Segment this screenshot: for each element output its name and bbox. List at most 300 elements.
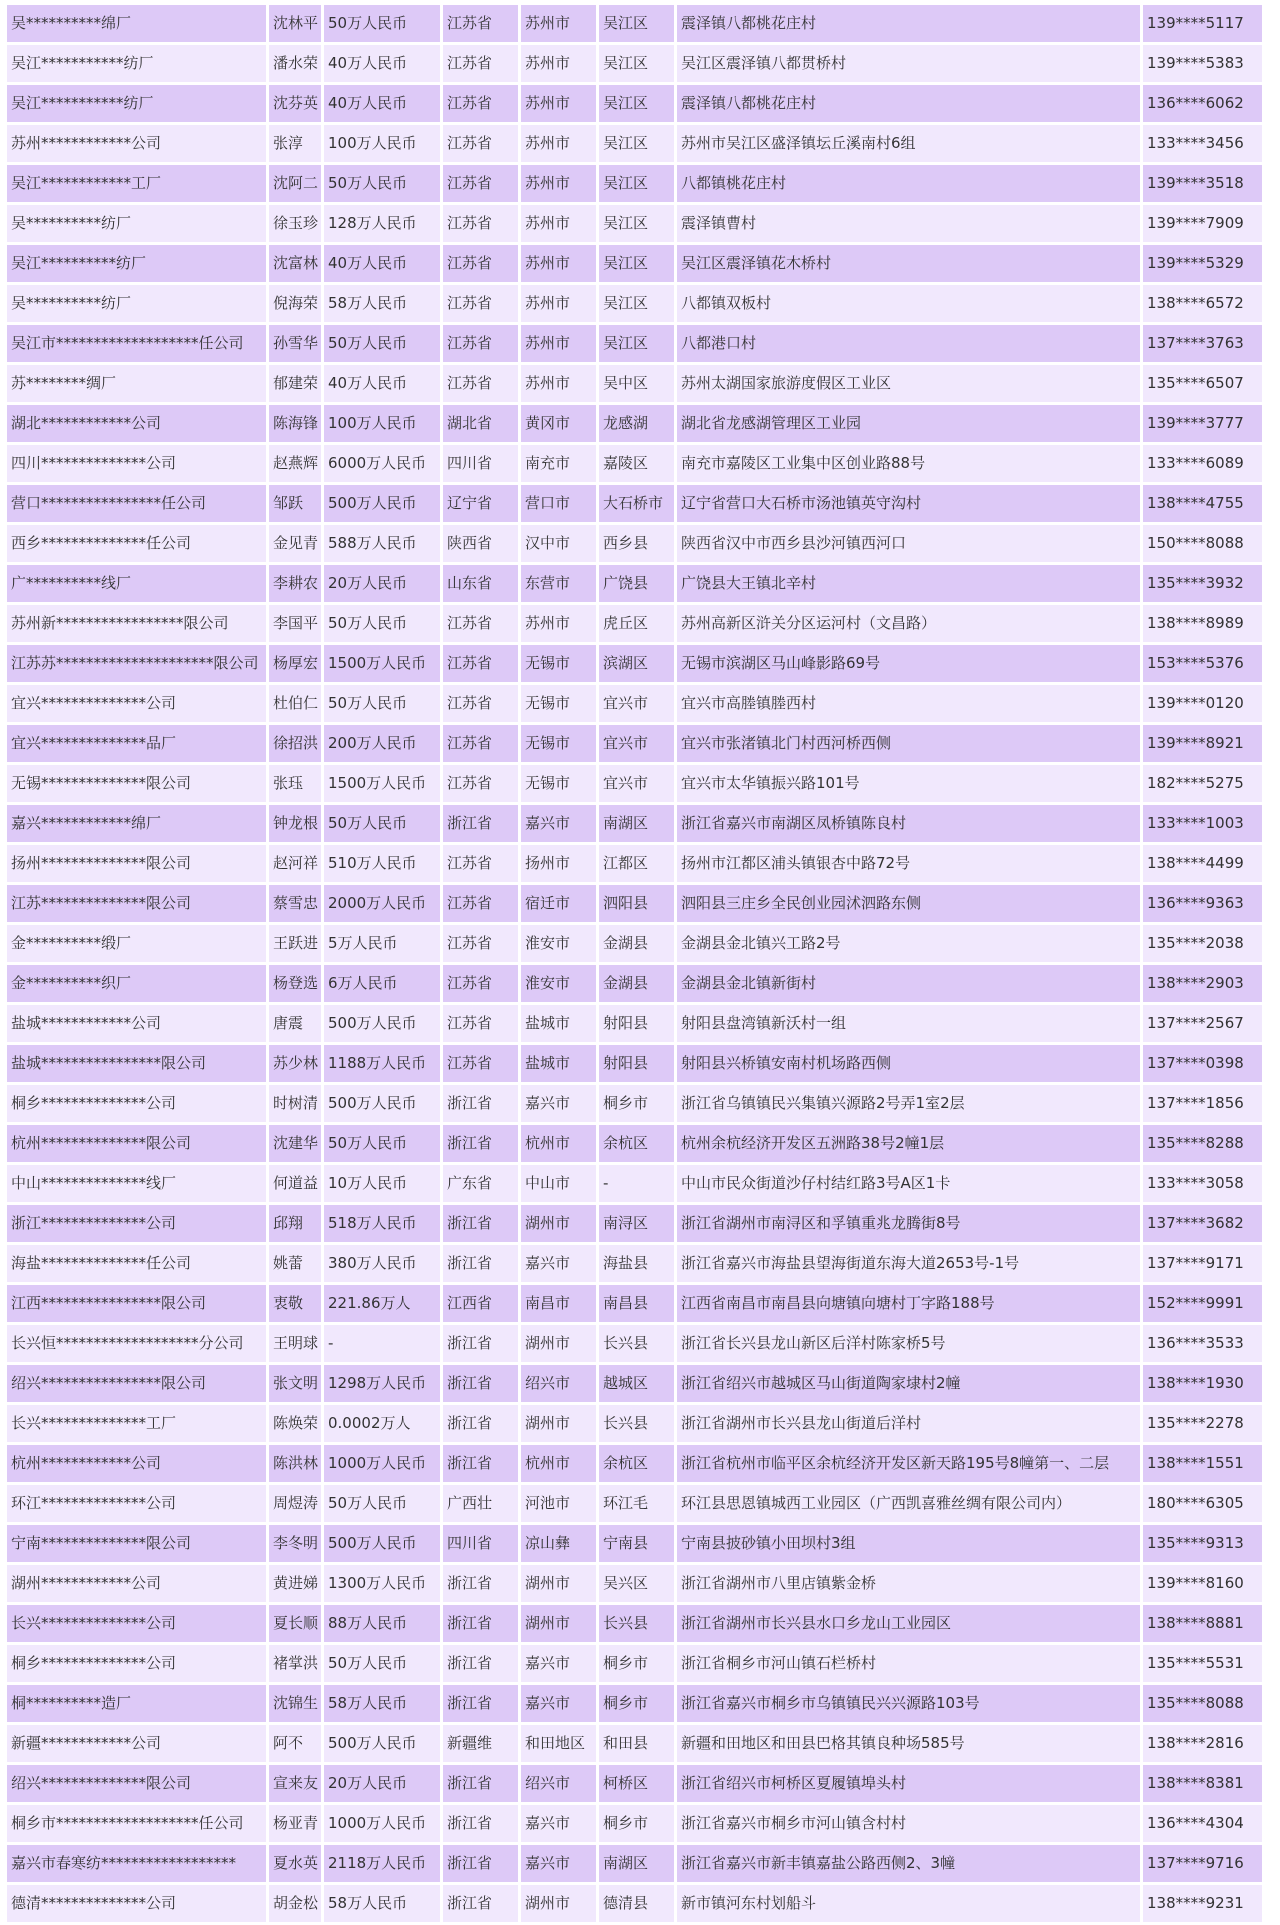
registered-capital-cell: 1500万人民币 — [324, 645, 440, 682]
province-cell: 江苏省 — [443, 725, 518, 762]
registered-capital-cell: 500万人民币 — [324, 485, 440, 522]
registered-capital-cell: 40万人民币 — [324, 85, 440, 122]
phone-cell: 135****8088 — [1143, 1685, 1262, 1722]
legal-person-cell: 李耕农 — [269, 565, 321, 602]
city-cell: 苏州市 — [521, 205, 596, 242]
province-cell: 江苏省 — [443, 45, 518, 82]
legal-person-cell: 张淳 — [269, 125, 321, 162]
address-cell: 泗阳县三庄乡全民创业园沭泗路东侧 — [677, 885, 1140, 922]
city-cell: 杭州市 — [521, 1125, 596, 1162]
table-row — [7, 525, 1262, 562]
district-cell: 桐乡市 — [599, 1685, 674, 1722]
company-name-cell: 湖州************公司 — [7, 1565, 266, 1602]
city-cell: 河池市 — [521, 1485, 596, 1522]
province-cell: 江苏省 — [443, 365, 518, 402]
address-cell: 浙江省桐乡市河山镇石栏桥村 — [677, 1645, 1140, 1682]
address-cell: 浙江省绍兴市柯桥区夏履镇埠头村 — [677, 1765, 1140, 1802]
province-cell: 江苏省 — [443, 1045, 518, 1082]
province-cell: 江苏省 — [443, 5, 518, 42]
legal-person-cell: 张珏 — [269, 765, 321, 802]
registered-capital-cell: 40万人民币 — [324, 245, 440, 282]
city-cell: 嘉兴市 — [521, 1245, 596, 1282]
address-cell: 金湖县金北镇新街村 — [677, 965, 1140, 1002]
company-name-cell: 桐乡市*******************任公司 — [7, 1805, 266, 1842]
province-cell: 浙江省 — [443, 1325, 518, 1362]
legal-person-cell: 宣来友 — [269, 1765, 321, 1802]
company-name-cell: 吴**********绵厂 — [7, 5, 266, 42]
address-cell: 浙江省湖州市南浔区和孚镇重兆龙腾街8号 — [677, 1205, 1140, 1242]
address-cell: 金湖县金北镇兴工路2号 — [677, 925, 1140, 962]
province-cell: 江苏省 — [443, 245, 518, 282]
district-cell: 嘉陵区 — [599, 445, 674, 482]
table-row — [7, 725, 1262, 762]
legal-person-cell: 时树清 — [269, 1085, 321, 1122]
legal-person-cell: 杜伯仁 — [269, 685, 321, 722]
district-cell: 吴江区 — [599, 245, 674, 282]
city-cell: 湖州市 — [521, 1885, 596, 1922]
address-cell: 湖北省龙感湖管理区工业园 — [677, 405, 1140, 442]
registered-capital-cell: 221.86万人 — [324, 1285, 440, 1322]
legal-person-cell: 李冬明 — [269, 1525, 321, 1562]
city-cell: 湖州市 — [521, 1205, 596, 1242]
district-cell: 吴江区 — [599, 285, 674, 322]
registered-capital-cell: 50万人民币 — [324, 165, 440, 202]
district-cell: 射阳县 — [599, 1045, 674, 1082]
address-cell: 浙江省长兴县龙山新区后洋村陈家桥5号 — [677, 1325, 1140, 1362]
district-cell: 吴江区 — [599, 5, 674, 42]
city-cell: 无锡市 — [521, 725, 596, 762]
city-cell: 无锡市 — [521, 685, 596, 722]
district-cell: 南浔区 — [599, 1205, 674, 1242]
company-name-cell: 宁南**************限公司 — [7, 1525, 266, 1562]
company-name-cell: 西乡**************任公司 — [7, 525, 266, 562]
company-name-cell: 新疆************公司 — [7, 1725, 266, 1762]
legal-person-cell: 赵燕辉 — [269, 445, 321, 482]
table-row — [7, 805, 1262, 842]
legal-person-cell: 阿不 — [269, 1725, 321, 1762]
phone-cell: 133****3456 — [1143, 125, 1262, 162]
legal-person-cell: 王跃进 — [269, 925, 321, 962]
registered-capital-cell: 100万人民币 — [324, 125, 440, 162]
company-name-cell: 盐城************公司 — [7, 1005, 266, 1042]
city-cell: 南昌市 — [521, 1285, 596, 1322]
district-cell: 桐乡市 — [599, 1805, 674, 1842]
table-row — [7, 485, 1262, 522]
district-cell: 长兴县 — [599, 1405, 674, 1442]
district-cell: 龙感湖 — [599, 405, 674, 442]
district-cell: 桐乡市 — [599, 1085, 674, 1122]
province-cell: 浙江省 — [443, 1885, 518, 1922]
city-cell: 嘉兴市 — [521, 1645, 596, 1682]
table-row — [7, 965, 1262, 1002]
legal-person-cell: 何道益 — [269, 1165, 321, 1202]
province-cell: 山东省 — [443, 565, 518, 602]
company-name-cell: 嘉兴************绵厂 — [7, 805, 266, 842]
province-cell: 浙江省 — [443, 1405, 518, 1442]
registered-capital-cell: 200万人民币 — [324, 725, 440, 762]
phone-cell: 139****7909 — [1143, 205, 1262, 242]
province-cell: 浙江省 — [443, 1645, 518, 1682]
company-name-cell: 四川**************公司 — [7, 445, 266, 482]
table-row — [7, 285, 1262, 322]
phone-cell: 138****8381 — [1143, 1765, 1262, 1802]
city-cell: 淮安市 — [521, 925, 596, 962]
phone-cell: 138****8989 — [1143, 605, 1262, 642]
province-cell: 江苏省 — [443, 205, 518, 242]
table-row — [7, 325, 1262, 362]
province-cell: 湖北省 — [443, 405, 518, 442]
company-name-cell: 营口****************任公司 — [7, 485, 266, 522]
company-name-cell: 绍兴**************限公司 — [7, 1765, 266, 1802]
district-cell: 南昌县 — [599, 1285, 674, 1322]
table-row — [7, 165, 1262, 202]
address-cell: 中山市民众街道沙仔村结红路3号A区1卡 — [677, 1165, 1140, 1202]
city-cell: 宿迁市 — [521, 885, 596, 922]
table-row — [7, 1245, 1262, 1282]
phone-cell: 138****4755 — [1143, 485, 1262, 522]
city-cell: 湖州市 — [521, 1565, 596, 1602]
address-cell: 无锡市滨湖区马山峰影路69号 — [677, 645, 1140, 682]
address-cell: 浙江省嘉兴市南湖区凤桥镇陈良村 — [677, 805, 1140, 842]
city-cell: 苏州市 — [521, 85, 596, 122]
address-cell: 浙江省湖州市长兴县水口乡龙山工业园区 — [677, 1605, 1140, 1642]
registered-capital-cell: 50万人民币 — [324, 605, 440, 642]
district-cell: 余杭区 — [599, 1445, 674, 1482]
district-cell: 泗阳县 — [599, 885, 674, 922]
registered-capital-cell: 500万人民币 — [324, 1085, 440, 1122]
city-cell: 嘉兴市 — [521, 1085, 596, 1122]
district-cell: 长兴县 — [599, 1605, 674, 1642]
district-cell: 金湖县 — [599, 965, 674, 1002]
province-cell: 江苏省 — [443, 1005, 518, 1042]
province-cell: 江苏省 — [443, 885, 518, 922]
province-cell: 浙江省 — [443, 1445, 518, 1482]
city-cell: 绍兴市 — [521, 1765, 596, 1802]
phone-cell: 137****9171 — [1143, 1245, 1262, 1282]
address-cell: 震泽镇八都桃花庄村 — [677, 85, 1140, 122]
province-cell: 浙江省 — [443, 1805, 518, 1842]
table-row — [7, 205, 1262, 242]
registered-capital-cell: - — [324, 1325, 440, 1362]
table-row — [7, 1085, 1262, 1122]
phone-cell: 133****6089 — [1143, 445, 1262, 482]
legal-person-cell: 杨登选 — [269, 965, 321, 1002]
company-name-cell: 吴江***********纺厂 — [7, 85, 266, 122]
registered-capital-cell: 50万人民币 — [324, 1485, 440, 1522]
table-row — [7, 1205, 1262, 1242]
district-cell: 南湖区 — [599, 805, 674, 842]
province-cell: 江苏省 — [443, 325, 518, 362]
phone-cell: 138****4499 — [1143, 845, 1262, 882]
district-cell: 大石桥市 — [599, 485, 674, 522]
registered-capital-cell: 50万人民币 — [324, 5, 440, 42]
registered-capital-cell: 58万人民币 — [324, 285, 440, 322]
address-cell: 浙江省嘉兴市桐乡市乌镇镇民兴兴源路103号 — [677, 1685, 1140, 1722]
address-cell: 吴江区震泽镇花木桥村 — [677, 245, 1140, 282]
company-name-cell: 长兴恒*******************分公司 — [7, 1325, 266, 1362]
legal-person-cell: 胡金松 — [269, 1885, 321, 1922]
city-cell: 淮安市 — [521, 965, 596, 1002]
phone-cell: 180****6305 — [1143, 1485, 1262, 1522]
table-row — [7, 1525, 1262, 1562]
table-row — [7, 5, 1262, 42]
province-cell: 江苏省 — [443, 165, 518, 202]
registered-capital-cell: 500万人民币 — [324, 1725, 440, 1762]
city-cell: 汉中市 — [521, 525, 596, 562]
table-row — [7, 125, 1262, 162]
district-cell: 环江毛 — [599, 1485, 674, 1522]
city-cell: 无锡市 — [521, 765, 596, 802]
company-name-cell: 浙江**************公司 — [7, 1205, 266, 1242]
table-row — [7, 1565, 1262, 1602]
legal-person-cell: 杨亚青 — [269, 1805, 321, 1842]
legal-person-cell: 杨厚宏 — [269, 645, 321, 682]
province-cell: 浙江省 — [443, 1605, 518, 1642]
phone-cell: 135****6507 — [1143, 365, 1262, 402]
district-cell: 宁南县 — [599, 1525, 674, 1562]
registered-capital-cell: 1000万人民币 — [324, 1445, 440, 1482]
province-cell: 江苏省 — [443, 965, 518, 1002]
district-cell: 射阳县 — [599, 1005, 674, 1042]
company-name-cell: 桐乡**************公司 — [7, 1645, 266, 1682]
company-name-cell: 盐城****************限公司 — [7, 1045, 266, 1082]
province-cell: 浙江省 — [443, 1125, 518, 1162]
table-body — [7, 5, 1262, 1922]
table-row — [7, 1365, 1262, 1402]
province-cell: 辽宁省 — [443, 485, 518, 522]
district-cell: 吴江区 — [599, 205, 674, 242]
legal-person-cell: 沈锦生 — [269, 1685, 321, 1722]
address-cell: 宜兴市张渚镇北门村西河桥西侧 — [677, 725, 1140, 762]
company-name-cell: 吴江**********纺厂 — [7, 245, 266, 282]
table-row — [7, 1165, 1262, 1202]
district-cell: 宜兴市 — [599, 685, 674, 722]
district-cell: 长兴县 — [599, 1325, 674, 1362]
table-row — [7, 885, 1262, 922]
province-cell: 浙江省 — [443, 1765, 518, 1802]
table-row — [7, 1725, 1262, 1762]
district-cell: 滨湖区 — [599, 645, 674, 682]
phone-cell: 139****0120 — [1143, 685, 1262, 722]
company-name-cell: 长兴**************工厂 — [7, 1405, 266, 1442]
address-cell: 南充市嘉陵区工业集中区创业路88号 — [677, 445, 1140, 482]
table-row — [7, 1285, 1262, 1322]
province-cell: 浙江省 — [443, 805, 518, 842]
city-cell: 黄冈市 — [521, 405, 596, 442]
address-cell: 扬州市江都区浦头镇银杏中路72号 — [677, 845, 1140, 882]
address-cell: 吴江区震泽镇八都贯桥村 — [677, 45, 1140, 82]
district-cell: 南湖区 — [599, 1845, 674, 1882]
company-name-cell: 嘉兴市春寒纺****************** — [7, 1845, 266, 1882]
address-cell: 环江县思恩镇城西工业园区（广西凯喜雅丝绸有限公司内） — [677, 1485, 1140, 1522]
table-row — [7, 565, 1262, 602]
address-cell: 新市镇河东村划船斗 — [677, 1885, 1140, 1922]
city-cell: 苏州市 — [521, 285, 596, 322]
company-name-cell: 杭州************公司 — [7, 1445, 266, 1482]
province-cell: 新疆维 — [443, 1725, 518, 1762]
province-cell: 四川省 — [443, 445, 518, 482]
city-cell: 苏州市 — [521, 325, 596, 362]
address-cell: 陕西省汉中市西乡县沙河镇西河口 — [677, 525, 1140, 562]
registered-capital-cell: 500万人民币 — [324, 1525, 440, 1562]
address-cell: 宜兴市高塍镇塍西村 — [677, 685, 1140, 722]
legal-person-cell: 褚掌洪 — [269, 1645, 321, 1682]
district-cell: 吴江区 — [599, 325, 674, 362]
phone-cell: 138****2816 — [1143, 1725, 1262, 1762]
registered-capital-cell: 50万人民币 — [324, 685, 440, 722]
address-cell: 浙江省湖州市八里店镇紫金桥 — [677, 1565, 1140, 1602]
district-cell: 吴江区 — [599, 45, 674, 82]
phone-cell: 139****5117 — [1143, 5, 1262, 42]
address-cell: 浙江省嘉兴市新丰镇嘉盐公路西侧2、3幢 — [677, 1845, 1140, 1882]
city-cell: 杭州市 — [521, 1445, 596, 1482]
registered-capital-cell: 50万人民币 — [324, 1125, 440, 1162]
district-cell: 海盐县 — [599, 1245, 674, 1282]
city-cell: 湖州市 — [521, 1605, 596, 1642]
address-cell: 辽宁省营口大石桥市汤池镇英守沟村 — [677, 485, 1140, 522]
table-row — [7, 1445, 1262, 1482]
district-cell: 吴江区 — [599, 85, 674, 122]
legal-person-cell: 夏长顺 — [269, 1605, 321, 1642]
company-name-cell: 德清**************公司 — [7, 1885, 266, 1922]
table-row — [7, 765, 1262, 802]
legal-person-cell: 李国平 — [269, 605, 321, 642]
company-name-cell: 宜兴**************公司 — [7, 685, 266, 722]
address-cell: 浙江省嘉兴市桐乡市河山镇含村村 — [677, 1805, 1140, 1842]
table-row — [7, 925, 1262, 962]
registered-capital-cell: 1298万人民币 — [324, 1365, 440, 1402]
address-cell: 射阳县盘湾镇新沃村一组 — [677, 1005, 1140, 1042]
province-cell: 陕西省 — [443, 525, 518, 562]
registered-capital-cell: 40万人民币 — [324, 365, 440, 402]
phone-cell: 139****5383 — [1143, 45, 1262, 82]
address-cell: 苏州太湖国家旅游度假区工业区 — [677, 365, 1140, 402]
province-cell: 江苏省 — [443, 925, 518, 962]
address-cell: 浙江省湖州市长兴县龙山街道后洋村 — [677, 1405, 1140, 1442]
registered-capital-cell: 518万人民币 — [324, 1205, 440, 1242]
legal-person-cell: 潘水荣 — [269, 45, 321, 82]
district-cell: 虎丘区 — [599, 605, 674, 642]
phone-cell: 152****9991 — [1143, 1285, 1262, 1322]
city-cell: 苏州市 — [521, 125, 596, 162]
phone-cell: 138****1930 — [1143, 1365, 1262, 1402]
city-cell: 嘉兴市 — [521, 1845, 596, 1882]
registered-capital-cell: 0.0002万人 — [324, 1405, 440, 1442]
table-row — [7, 1485, 1262, 1522]
registered-capital-cell: 50万人民币 — [324, 1645, 440, 1682]
district-cell: 德清县 — [599, 1885, 674, 1922]
company-name-cell: 扬州**************限公司 — [7, 845, 266, 882]
phone-cell: 139****3777 — [1143, 405, 1262, 442]
address-cell: 宁南县披砂镇小田坝村3组 — [677, 1525, 1140, 1562]
legal-person-cell: 徐招洪 — [269, 725, 321, 762]
address-cell: 浙江省嘉兴市海盐县望海街道东海大道2653号-1号 — [677, 1245, 1140, 1282]
registered-capital-cell: 128万人民币 — [324, 205, 440, 242]
phone-cell: 139****5329 — [1143, 245, 1262, 282]
city-cell: 苏州市 — [521, 605, 596, 642]
company-name-cell: 吴**********纺厂 — [7, 205, 266, 242]
company-name-cell: 长兴**************公司 — [7, 1605, 266, 1642]
registered-capital-cell: 50万人民币 — [324, 325, 440, 362]
address-cell: 江西省南昌市南昌县向塘镇向塘村丁字路188号 — [677, 1285, 1140, 1322]
address-cell: 八都港口村 — [677, 325, 1140, 362]
phone-cell: 137****2567 — [1143, 1005, 1262, 1042]
phone-cell: 133****3058 — [1143, 1165, 1262, 1202]
city-cell: 和田地区 — [521, 1725, 596, 1762]
legal-person-cell: 夏水英 — [269, 1845, 321, 1882]
registered-capital-cell: 1300万人民币 — [324, 1565, 440, 1602]
company-name-cell: 苏********绸厂 — [7, 365, 266, 402]
province-cell: 江苏省 — [443, 605, 518, 642]
registered-capital-cell: 40万人民币 — [324, 45, 440, 82]
company-name-cell: 环江**************公司 — [7, 1485, 266, 1522]
district-cell: - — [599, 1165, 674, 1202]
legal-person-cell: 蔡雪忠 — [269, 885, 321, 922]
registered-capital-cell: 380万人民币 — [324, 1245, 440, 1282]
company-name-cell: 江苏**************限公司 — [7, 885, 266, 922]
table-row — [7, 1325, 1262, 1362]
company-table — [4, 2, 1265, 1925]
phone-cell: 139****8160 — [1143, 1565, 1262, 1602]
company-name-cell: 宜兴**************品厂 — [7, 725, 266, 762]
district-cell: 柯桥区 — [599, 1765, 674, 1802]
city-cell: 苏州市 — [521, 5, 596, 42]
legal-person-cell: 倪海荣 — [269, 285, 321, 322]
legal-person-cell: 陈洪林 — [269, 1445, 321, 1482]
phone-cell: 138****2903 — [1143, 965, 1262, 1002]
legal-person-cell: 姚蕾 — [269, 1245, 321, 1282]
legal-person-cell: 孙雪华 — [269, 325, 321, 362]
district-cell: 宜兴市 — [599, 725, 674, 762]
district-cell: 吴兴区 — [599, 1565, 674, 1602]
province-cell: 浙江省 — [443, 1365, 518, 1402]
district-cell: 和田县 — [599, 1725, 674, 1762]
city-cell: 营口市 — [521, 485, 596, 522]
company-name-cell: 广**********线厂 — [7, 565, 266, 602]
company-name-cell: 吴江***********纺厂 — [7, 45, 266, 82]
table-row — [7, 685, 1262, 722]
company-name-cell: 桐乡**************公司 — [7, 1085, 266, 1122]
phone-cell: 182****5275 — [1143, 765, 1262, 802]
province-cell: 江苏省 — [443, 85, 518, 122]
province-cell: 江西省 — [443, 1285, 518, 1322]
address-cell: 震泽镇曹村 — [677, 205, 1140, 242]
registered-capital-cell: 2000万人民币 — [324, 885, 440, 922]
legal-person-cell: 沈建华 — [269, 1125, 321, 1162]
city-cell: 嘉兴市 — [521, 805, 596, 842]
table-row — [7, 605, 1262, 642]
table-row — [7, 1005, 1262, 1042]
legal-person-cell: 邱翔 — [269, 1205, 321, 1242]
company-name-cell: 吴江市*******************任公司 — [7, 325, 266, 362]
legal-person-cell: 沈芬英 — [269, 85, 321, 122]
company-name-cell: 江西****************限公司 — [7, 1285, 266, 1322]
registered-capital-cell: 588万人民币 — [324, 525, 440, 562]
district-cell: 余杭区 — [599, 1125, 674, 1162]
company-name-cell: 苏州新*****************限公司 — [7, 605, 266, 642]
table-row — [7, 1765, 1262, 1802]
legal-person-cell: 衷敬 — [269, 1285, 321, 1322]
province-cell: 江苏省 — [443, 285, 518, 322]
legal-person-cell: 张文明 — [269, 1365, 321, 1402]
province-cell: 浙江省 — [443, 1685, 518, 1722]
legal-person-cell: 周煜涛 — [269, 1485, 321, 1522]
district-cell: 金湖县 — [599, 925, 674, 962]
phone-cell: 135****9313 — [1143, 1525, 1262, 1562]
table-row — [7, 1605, 1262, 1642]
province-cell: 四川省 — [443, 1525, 518, 1562]
table-row — [7, 1685, 1262, 1722]
